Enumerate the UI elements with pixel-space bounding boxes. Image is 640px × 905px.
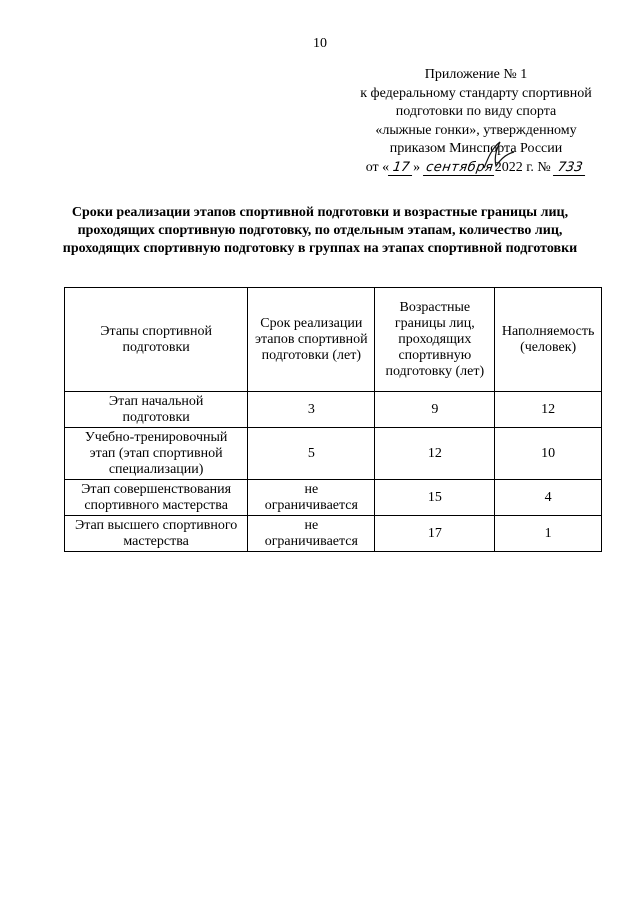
stage-cell: Этап начальной подготовки: [65, 392, 248, 428]
page-number: 10: [313, 36, 327, 51]
order-reference: [340, 159, 612, 178]
order-prefix: от «: [365, 159, 390, 175]
capacity-cell: 10: [495, 428, 602, 480]
table-row: [65, 480, 602, 516]
header-duration-label: Срок реализации этапов спортивной подготовки (лет): [255, 315, 368, 363]
table-header-row: [65, 288, 602, 392]
appendix-line: подготовки по виду спорта: [395, 104, 557, 119]
appendix-block: [340, 66, 612, 177]
age-cell: 9: [375, 392, 495, 428]
duration-cell: 3: [248, 392, 375, 428]
appendix-line: Приложение № 1: [424, 67, 528, 82]
table-row: [65, 428, 602, 480]
duration-cell: не ограничивается: [248, 516, 375, 552]
header-age-label: Возрастные границы лиц, проходящих спортивную подготовку (лет): [385, 299, 485, 379]
order-day-handwritten: 17: [388, 161, 414, 176]
appendix-line: к федеральному стандарту спортивной: [360, 85, 592, 101]
header-age: [375, 288, 495, 392]
header-capacity: [495, 288, 602, 392]
appendix-line: «лыжные гонки», утвержденному: [375, 122, 577, 138]
duration-cell: 5: [248, 428, 375, 480]
order-quote-close: »: [413, 159, 421, 175]
stages-table: [64, 287, 602, 552]
header-stage: [65, 288, 248, 392]
appendix-line: приказом Минспорта России: [389, 141, 563, 156]
capacity-cell: 1: [495, 516, 602, 552]
table-row: [65, 516, 602, 552]
stage-cell: Этап высшего спортивного мастерства: [65, 516, 248, 552]
order-month-handwritten: сентября: [423, 161, 496, 176]
age-cell: 15: [375, 480, 495, 516]
table-row: [65, 392, 602, 428]
stage-cell: Учебно-тренировочный этап (этап спортивной специализации): [65, 428, 248, 480]
age-cell: 17: [375, 516, 495, 552]
header-capacity-label: Наполняемость (человек): [501, 323, 595, 355]
stage-cell: Этап совершенствования спортивного мастерства: [65, 480, 248, 516]
header-stage-label: Этапы спортивной подготовки: [100, 323, 212, 355]
capacity-cell: 4: [495, 480, 602, 516]
age-cell: 12: [375, 428, 495, 480]
capacity-cell: 12: [495, 392, 602, 428]
document-title: Сроки реализации этапов спортивной подготовки и возрастные границы лиц, проходящих спортивную подготовку, по отдельным этапам, количество лиц, проходящих спортивную подготовку в группах на этапах спортивной подготовки: [62, 205, 578, 256]
header-duration: [248, 288, 375, 392]
order-year: 2022 г. №: [494, 159, 551, 175]
duration-cell: не ограничивается: [248, 480, 375, 516]
order-number-handwritten: 733: [553, 161, 587, 176]
